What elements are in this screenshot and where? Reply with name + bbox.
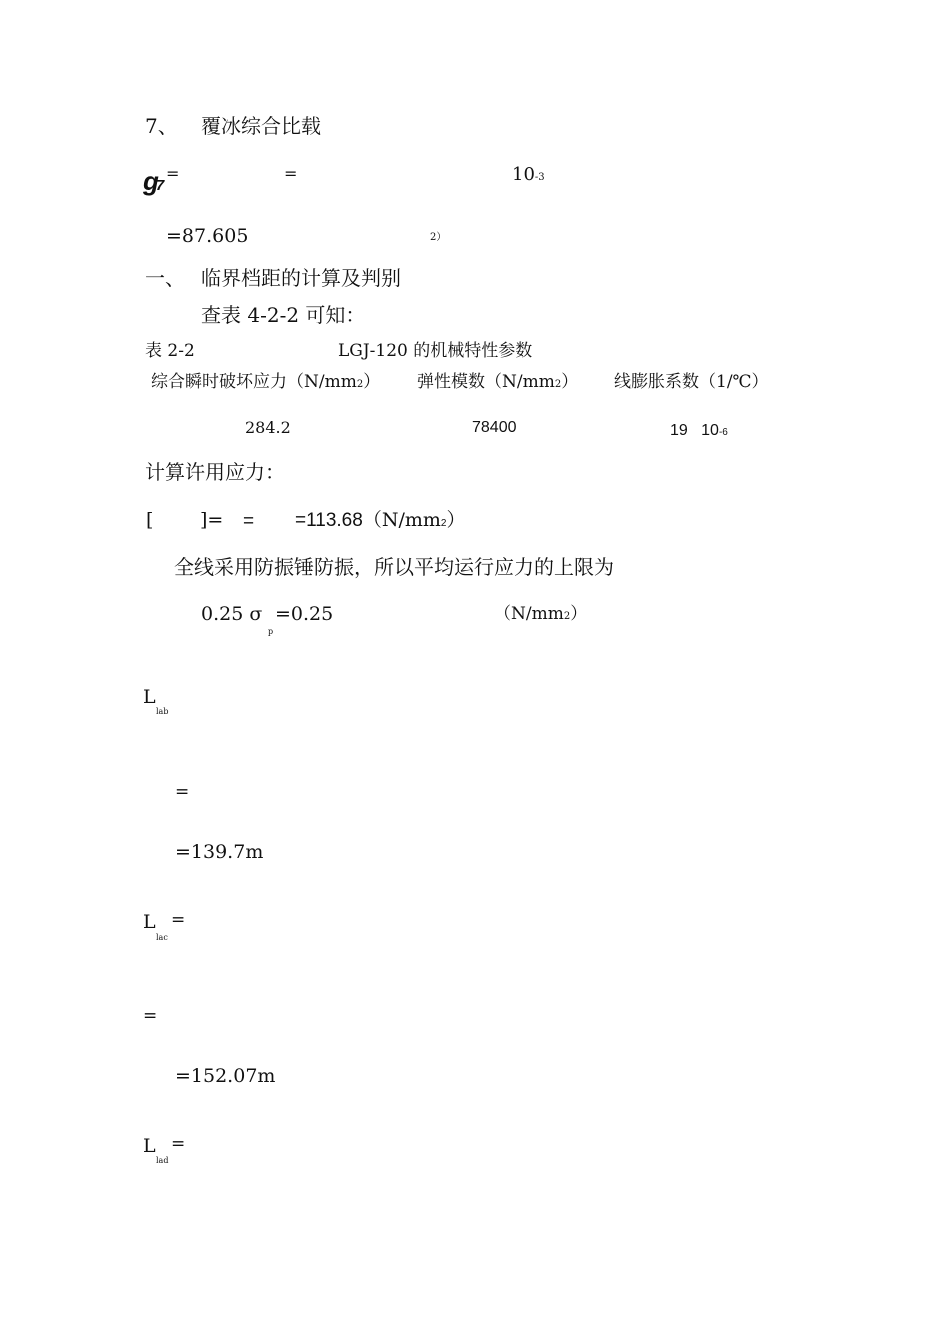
- span-lac-symbol: L: [143, 911, 156, 933]
- g7-unit-exponent: 2）: [430, 232, 447, 243]
- table-header-elastic-modulus: [417, 374, 578, 391]
- expansion-coef-mantissa: 19: [670, 422, 688, 439]
- span-lad-subscript: lad: [156, 1156, 169, 1165]
- allowable-stress-heading: 计算许用应力：: [145, 460, 285, 484]
- span-lac-subscript: lac: [156, 933, 168, 942]
- g7-factor: [512, 166, 545, 184]
- allowable-equals: =: [243, 511, 255, 532]
- table-caption: 表 2-2: [145, 341, 195, 361]
- span-lac-equals: =: [143, 1006, 158, 1026]
- g7-factor-exponent: -3: [534, 172, 545, 183]
- avg-stress-expr-a: 0.25 σ: [201, 603, 263, 625]
- header-elastic-modulus-exp: 2: [554, 379, 562, 390]
- table-value-elastic-modulus: 78400: [472, 419, 517, 436]
- section-1-title: 临界档距的计算及判别: [201, 266, 401, 290]
- span-lab-symbol: L: [143, 686, 156, 708]
- g7-equals-2: =: [284, 164, 298, 183]
- span-lac-equals-inline: =: [171, 910, 186, 930]
- avg-stress-unit: [494, 606, 587, 623]
- header-breaking-stress-exp: 2: [356, 379, 364, 390]
- avg-stress-unit-end: ）: [570, 604, 588, 624]
- table-header-expansion-coef: 线膨胀系数（1/℃）: [614, 372, 769, 392]
- g7-result-value: =87.605: [166, 225, 249, 247]
- span-lab-equals: =: [175, 782, 190, 802]
- vibration-sentence: 全线采用防振锤防振，所以平均运行应力的上限为: [174, 555, 614, 579]
- avg-stress-expr-sub: p: [268, 627, 274, 636]
- g-subscript: 7: [155, 177, 162, 194]
- header-elastic-modulus-text: 弹性模数（N/mm: [417, 372, 555, 392]
- allowable-unit: （N/mm: [362, 509, 441, 531]
- span-lad-symbol: L: [143, 1135, 156, 1157]
- section-7-title: 覆冰综合比载: [201, 114, 321, 138]
- header-breaking-stress-text: 综合瞬时破坏应力（N/mm: [151, 372, 357, 392]
- allowable-bracket-open: [: [146, 509, 154, 531]
- table-value-expansion-coef: [670, 423, 728, 439]
- avg-stress-expr-b: =0.25: [275, 603, 334, 625]
- g7-symbol: [143, 168, 161, 194]
- expansion-coef-exponent: -6: [718, 427, 728, 438]
- g7-factor-base: 10: [512, 164, 535, 185]
- allowable-result: [295, 511, 465, 530]
- allowable-bracket-close: ]=: [200, 509, 224, 531]
- span-lad-equals-inline: =: [171, 1134, 186, 1154]
- table-title: LGJ-120 的机械特性参数: [338, 341, 533, 361]
- g7-equals-1: =: [166, 164, 180, 183]
- header-breaking-stress-end: ）: [363, 372, 381, 392]
- table-header-breaking-stress: [151, 374, 380, 391]
- avg-stress-unit-exp: 2: [563, 611, 571, 622]
- span-lab-subscript: lab: [156, 707, 169, 716]
- avg-stress-unit-text: （N/mm: [494, 604, 564, 624]
- section-1-number: 一、: [145, 266, 185, 290]
- section-7-number: 7、: [145, 114, 178, 138]
- g-letter: g: [143, 166, 156, 196]
- allowable-unit-exp: 2: [440, 518, 447, 529]
- expansion-coef-factor: 10: [701, 422, 719, 439]
- allowable-result-value: =113.68: [295, 510, 363, 531]
- table-value-breaking-stress: 284.2: [245, 418, 291, 437]
- span-lab-result: =139.7m: [175, 841, 264, 863]
- g7-result-unit: [430, 227, 446, 244]
- lookup-text: 查表 4-2-2 可知：: [201, 303, 366, 327]
- span-lac-result: =152.07m: [175, 1065, 276, 1087]
- header-elastic-modulus-end: ）: [561, 372, 579, 392]
- allowable-unit-end: ）: [446, 509, 466, 531]
